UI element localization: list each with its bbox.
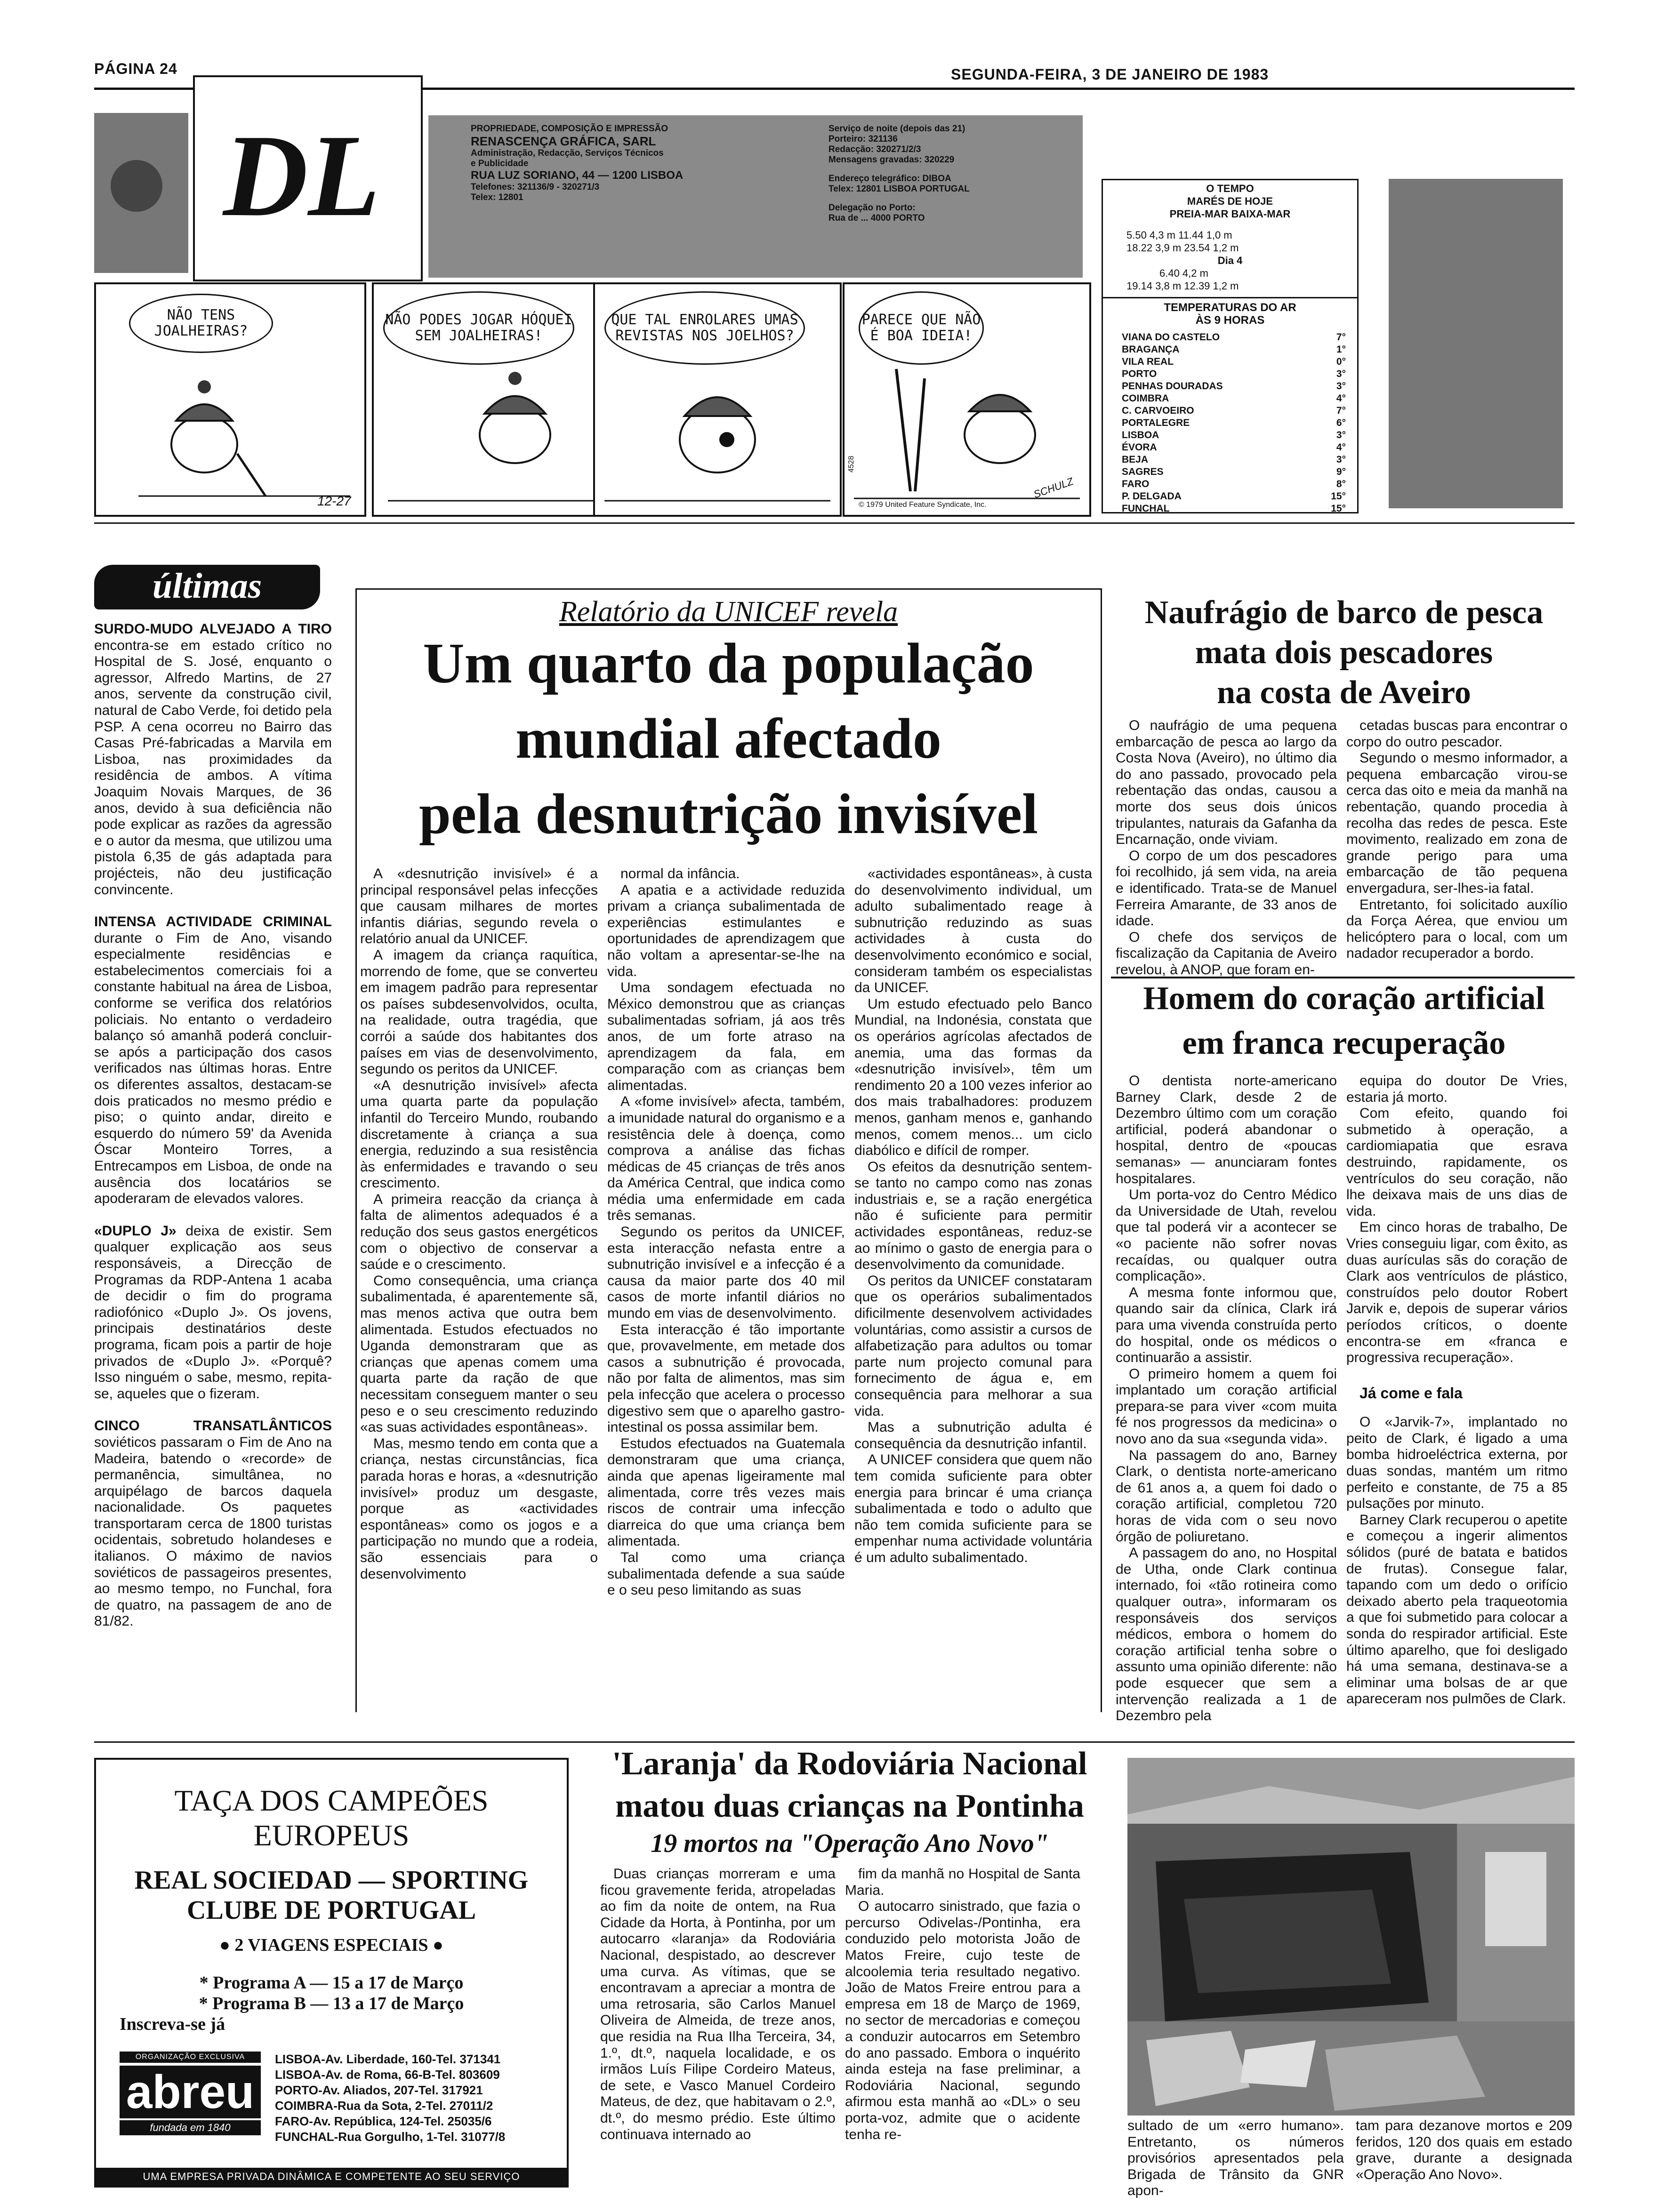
ad-address: FUNCHAL-Rua Gorgulho, 1-Tel. 31077/8 — [275, 2130, 506, 2144]
comic-code: 4528 — [847, 456, 855, 473]
coracao-headline-1: Homem do coração artificial — [1143, 980, 1545, 1017]
city-name: P. DELGADA — [1122, 491, 1182, 502]
info-line: Telefones: 321136/9 - 320271/3 — [471, 182, 600, 192]
damaged-building-photo-icon — [1127, 1758, 1575, 2116]
temperature-row — [1122, 466, 1346, 478]
brief-lead: «DUPLO J» — [94, 1223, 177, 1239]
temperature-row — [1122, 478, 1346, 490]
brief — [94, 914, 332, 1207]
article-paragraph: O dentista norte-americano Barney Clark, desde 2 de Dezembro último com um coração artificial, poderá abandonar o hospital, dentro de «poucas semanas» — anunciaram fontes hospitalares. — [1116, 1073, 1337, 1186]
brief — [94, 1223, 332, 1403]
article-paragraph: Um porta-voz do Centro Médico da Universidade de Utah, revelou que tal poderá vir a acontecer se «o paciente não sofrer novas recaídas, ou qualquer outra complicação». — [1116, 1187, 1337, 1284]
naufragio-column-2 — [1346, 718, 1568, 977]
article-paragraph: Esta interacção é tão importante que, provavelmente, em metade dos casos a subnutrição é provocada, não por falta de alimentos, mas sim pela infecção que acelera o processo digestivo sem que o aparelho gastro-intestinal os possa assimilar bem. — [607, 1322, 845, 1435]
article-paragraph: O primeiro homem a quem foi implantado um coração artificial prepara-se para viver «com muita fé nos progressos da medicina» o novo ano da sua «segunda vida». — [1116, 1366, 1337, 1447]
info-line: Mensagens gravadas: 320229 — [828, 155, 955, 165]
temperature-value: 6° — [1336, 417, 1346, 428]
city-name: ÉVORA — [1122, 442, 1157, 453]
temperature-row — [1122, 368, 1346, 380]
temperature-value: 3° — [1336, 454, 1346, 465]
info-line: Administração, Redacção, Serviços Técnicos — [471, 148, 664, 158]
accident-photo — [1127, 1758, 1575, 2116]
ad-footer: UMA EMPRESA PRIVADA DINÂMICA E COMPETENTE AO SEU SERVIÇO — [96, 2168, 567, 2186]
info-line: e Publicidade — [471, 159, 529, 168]
city-name: BEJA — [1122, 454, 1149, 465]
city-name: PORTALEGRE — [1122, 417, 1190, 428]
city-name: C. CARVOEIRO — [1122, 405, 1194, 416]
article-paragraph: A «desnutrição invisível» é a principal responsável pelas infecções que causam milhares de mortes infantis diárias, segundo revela o relatório anual da UNICEF. — [360, 866, 598, 947]
temperature-value: 15° — [1331, 491, 1346, 502]
temperature-row — [1122, 405, 1346, 417]
brief-text: durante o Fim de Ano, visando especialmente residências e estabelecimentos comerciais foi a constante habitual na área de Lisboa, conforme se verifica dos relatórios policiais. No entanto o verdadeiro balanço só amanhã poderá concluir-se após a participação dos casos verificados nas últimas horas. Entre os diferentes assaltos, destacam-se dois praticados no mesmo prédio e piso; o quinto andar, direito e esquerdo do número 59' da Avenida Óscar Monteiro Torres, a Entrecampos em Lisboa, de onde na ausência dos locatários se apoderaram de elevados valores. — [94, 930, 332, 1207]
ad-title-2: EUROPEUS — [253, 1819, 410, 1852]
naufragio-headline-1: Naufrágio de barco de pesca — [1144, 594, 1544, 631]
temperature-value: 8° — [1336, 479, 1346, 489]
unicef-column-3 — [854, 866, 1092, 1713]
ad-cta: Inscreva-se já — [120, 2014, 225, 2034]
snoopy-illustration-icon — [595, 284, 840, 515]
laranja-headline-1: 'Laranja' da Rodoviária Nacional — [612, 1746, 1087, 1782]
info-line: Serviço de noite (depois das 21) — [828, 124, 965, 134]
article-paragraph: Estudos efectuados na Guatemala demonstraram que uma criança, ainda que apenas ligeiramente mal alimentada, corre três vezes mais riscos de contrair uma infecção diarreica do que uma criança bem alimentada. — [607, 1435, 845, 1549]
info-line: Porteiro: 321136 — [828, 134, 898, 144]
weather-title: O TEMPO — [1206, 183, 1254, 194]
ad-address: COIMBRA-Rua da Sota, 2-Tel. 27011/2 — [275, 2099, 493, 2113]
ad-address: PORTO-Av. Aliados, 207-Tel. 317921 — [275, 2083, 483, 2097]
temperature-value: 1° — [1336, 344, 1346, 355]
coracao-subhead: Já come e fala — [1359, 1384, 1463, 1402]
weather-side-panel — [1389, 179, 1563, 508]
city-name: PENHAS DOURADAS — [1122, 381, 1223, 392]
article-paragraph: cetadas buscas para encontrar o corpo do outro pescador. — [1346, 718, 1568, 750]
abreu-logo-top: ORGANIZAÇÃO EXCLUSIVA — [120, 2052, 261, 2063]
temperature-value: 7° — [1336, 332, 1346, 343]
snoopy-illustration-icon — [96, 284, 364, 515]
brief-lead: INTENSA ACTIVIDADE CRIMINAL — [94, 914, 332, 930]
comic-panel-4 — [843, 282, 1091, 517]
temperature-value: 0° — [1336, 356, 1346, 367]
tides-title: MARÉS DE HOJE — [1187, 195, 1273, 207]
tide-row: 5.50 4,3 m 11.44 1,0 m — [1126, 229, 1232, 241]
brief — [94, 1418, 332, 1630]
article-paragraph: Os efeitos da desnutrição sentem-se tanto no campo como nas zonas industriais e, se a ração energética não é suficiente para permitir actividades espontâneas, reduz-se ao mínimo o gasto de energia para o desenvolvimento da comunidade. — [854, 1159, 1092, 1273]
temperature-row — [1122, 356, 1346, 368]
info-line: Redacção: 320271/2/3 — [828, 144, 921, 154]
info-line: Endereço telegráfico: DIBOA — [828, 174, 951, 184]
naufragio-headline-2: mata dois pescadores — [1195, 634, 1493, 671]
masthead-info-left — [471, 124, 683, 203]
laranja-headline-2: matou duas crianças na Pontinha — [615, 1788, 1084, 1824]
article-paragraph: O «Jarvik-7», implantado no peito de Clark, é ligado a uma bomba hidroeléctrica externa, por duas sondas, mantém um ritmo perfeito e constante, de 75 a 85 pulsações por minuto. — [1346, 1414, 1568, 1512]
tide-row: 19.14 3,8 m 12.39 1,2 m — [1126, 280, 1239, 292]
tide-row: 6.40 4,2 m — [1159, 267, 1208, 279]
temperature-value: 4° — [1336, 442, 1346, 453]
article-paragraph: O corpo de um dos pescadores foi recolhido, já sem vida, na areia e identificado. Trata-se de Manuel Ferreira Amarante, de 33 anos de idade. — [1116, 848, 1337, 929]
ad-match-1: REAL SOCIEDAD — SPORTING — [134, 1866, 529, 1895]
ad-address: FARO-Av. República, 124-Tel. 25035/6 — [275, 2114, 492, 2128]
temperature-value: 9° — [1336, 466, 1346, 477]
masthead-info-band — [428, 115, 1083, 278]
article-paragraph: «actividades espontâneas», à custa do desenvolvimento individual, um adulto subalimentado reage à subnutrição reduzindo as suas actividades à custa do desenvolvimento económico e social, consideram também os especialistas da UNICEF. — [854, 866, 1092, 996]
article-paragraph: O autocarro sinistrado, que fazia o percurso Odivelas-/Pontinha, era conduzido pelo motorista João de Matos Freire, cujo teste de alcoolemia teria resultado negativo. João de Matos Freire entrou para a empresa em 18 de Março de 1969, no sector de mercadorias e começou a conduzir autocarros em Setembro do ano passado. Embora o inquérito ainda esteja na fase preliminar, a Rodoviária Nacional, segundo afirmou esta manhã ao «DL» o seu porta-voz, admite que o acidente tenha re- — [845, 1899, 1080, 2142]
brief-text: deixa de existir. Sem qualquer explicação aos seus responsáveis, a Direcção de Programas da RDP-Antena 1 acaba de decidir o fim do programa radiofónico «Duplo J». Os jovens, principais destinatários deste programa, ficam pois a partir de hoje privados de «Duplo J». «Porquê? Isso ninguém o sabe, mesmo, repita-se, aqueles que o fizeram. — [94, 1223, 332, 1402]
article-paragraph: A «fome invisível» afecta, também, a imunidade natural do organismo e a resistência dele à doença, como comprova a análise das fichas médicas de 45 crianças de três anos da América Central, que indica como média uma enfermidade em cada três semanas. — [607, 1094, 845, 1224]
temperature-value: 3° — [1336, 381, 1346, 392]
brief — [94, 621, 332, 898]
info-line: PROPRIEDADE, COMPOSIÇÃO E IMPRESSÃO — [471, 124, 668, 134]
city-name: VILA REAL — [1122, 356, 1174, 367]
laranja-subhead: 19 mortos na "Operação Ano Novo" — [651, 1829, 1049, 1858]
brief-text: soviéticos passaram o Fim de Ano na Madeira, batendo o «recorde» de permanência, simultânea, no arquipélago de barcos daquela nacionalidade. Os paquetes transportaram cerca de 1800 turistas ocidentais, sobretudo holandeses e italianos. O máximo de navios soviéticos de passageiros presentes, ao mesmo tempo, no Funchal, fora de quatro, na passagem de ano de 81/82. — [94, 1434, 332, 1629]
temperature-value: 3° — [1336, 369, 1346, 379]
unicef-headline-3: pela desnutrição invisível — [419, 782, 1038, 846]
brief-lead: SURDO-MUDO ALVEJADO A TIRO — [94, 621, 332, 637]
comic-panel-3 — [593, 282, 842, 517]
brief-lead: CINCO TRANSATLÂNTICOS — [94, 1418, 332, 1434]
unicef-headline-1: Um quarto da população — [423, 632, 1034, 695]
tides-columns: PREIA-MAR BAIXA-MAR — [1169, 208, 1291, 220]
tide-row: 18.22 3,9 m 23.54 1,2 m — [1126, 242, 1239, 254]
logo: DL — [223, 111, 380, 241]
temperature-row — [1122, 490, 1346, 503]
temperature-row — [1122, 331, 1346, 344]
photo-caption-text-1 — [1127, 2118, 1344, 2210]
coracao-headline-2: em franca recuperação — [1182, 1025, 1506, 1061]
article-paragraph: fim da manhã no Hospital de Santa Maria. — [845, 1866, 1080, 1898]
temps-title: TEMPERATURAS DO AR — [1164, 301, 1296, 314]
comic-date-mark: 12-27 — [317, 494, 351, 508]
article-paragraph: Segundo os peritos da UNICEF, esta interacção nefasta entre a subnutrição invisível e a infecção é a causa da maior parte dos 40 mil casos de morte infantil diários no mundo em vias de desenvolvimento. — [607, 1224, 845, 1322]
laranja-column-1 — [600, 1866, 836, 2210]
article-paragraph: tam para dezanove mortos e 209 feridos, 120 dos quais em estado grave, durante a designada «Operação Ano Novo». — [1356, 2118, 1572, 2182]
temperature-row — [1122, 393, 1346, 405]
temperature-row — [1122, 380, 1346, 393]
laranja-column-2 — [845, 1866, 1080, 2210]
article-paragraph: sultado de um «erro humano». Entretanto, os números provisórios apresentados pela Brigada de Trânsito da GNR apon- — [1127, 2118, 1344, 2199]
temperature-row — [1122, 454, 1346, 466]
page-number: PÁGINA 24 — [94, 60, 177, 77]
temperature-row — [1122, 503, 1346, 515]
article-paragraph: O chefe dos serviços de fiscalização da Capitania de Aveiro revelou, à ANOP, que foram en- — [1116, 929, 1337, 977]
ad-title-1: TAÇA DOS CAMPEÕES — [174, 1784, 489, 1817]
ultimas-briefs — [94, 621, 332, 1746]
article-paragraph: Duas crianças morreram e uma ficou gravemente ferida, atropeladas ao fim da noite de ontem, na Rua Cidade da Horta, à Pontinha, por um autocarro «laranja» da Rodoviária Nacional, despistado, ao descrever uma curva. As vítimas, que se encontravam a apreciar a montra de uma retrosaria, são Carlos Manuel Oliveira de Almeida, de treze anos, que residia na Rua Ilha Terceira, 34, 1.º, dt.º, naquela localidade, e os irmãos Luís Filipe Cordeiro Mateus, de sete, e Vasco Manuel Cordeiro Mateus, de dez, que habitavam o 2.º, dt.º, do mesmo prédio. Este último continuava internado ao — [600, 1866, 836, 2142]
article-paragraph: O naufrágio de uma pequena embarcação de pesca ao largo da Costa Nova (Aveiro), no último dia do ano passado, provocado pela rebentação das ondas, causou a morte dos seus dois únicos tripulantes, naturais da Gafanha da Encarnação, onde viviam. — [1116, 718, 1337, 848]
city-name: PORTO — [1122, 369, 1157, 379]
city-name: BRAGANÇA — [1122, 344, 1180, 355]
ultimas-label — [94, 565, 320, 609]
info-line: Telex: 12801 — [471, 192, 523, 202]
city-name: SAGRES — [1122, 466, 1164, 477]
city-name: FARO — [1122, 479, 1150, 489]
temperature-row — [1122, 344, 1346, 356]
article-paragraph: A apatia e a actividade reduzida privam a criança subalimentada de experiências estimulantes e oportunidades de aprendizagem que não voltam a apresentar-se-lhe na vida. — [607, 882, 845, 979]
temperature-row — [1122, 417, 1346, 429]
masthead-emblem-icon — [111, 160, 162, 212]
snoopy-illustration-icon — [845, 284, 1089, 515]
unicef-column-2 — [607, 866, 845, 1713]
ad-address: LISBOA-Av. de Roma, 66-B-Tel. 803609 — [275, 2068, 500, 2082]
article-paragraph: A mesma fonte informou que, quando sair da clínica, Clark irá para uma vivenda construída perto do hospital, onde os médicos o continuarão a assistir. — [1116, 1284, 1337, 1366]
article-paragraph: Na passagem do ano, Barney Clark, o dentista norte-americano de 61 anos a, a quem foi dado o coração artificial, completou 720 horas de vida com o seu novo órgão de poliuretano. — [1116, 1447, 1337, 1545]
article-paragraph: Como consequência, uma criança subalimentada, é aparentemente sã, mas menos activa que outra bem alimentada. Estudos efectuados no Uganda demonstraram que as crianças que apenas comem uma quarta parte da ração de que necessitam conseguem manter o seu peso e o seu crescimento reduzindo «as suas actividades espontâneas». — [360, 1273, 598, 1435]
travel-ad[interactable] — [94, 1758, 569, 2188]
article-paragraph: A primeira reacção da criança à falta de alimentos adequados é a redução dos seus gastos energéticos com o objectivo de conservar a saúde e o crescimento. — [360, 1191, 598, 1273]
unicef-kicker: Relatório da UNICEF revela — [559, 596, 898, 628]
temperature-value: 15° — [1331, 503, 1346, 514]
article-paragraph: Com efeito, quando foi submetido à operação, a cardiomiapatia que esrava destruindo, rapidamente, os ventrículos do seu coração, não lhe deixava mais de uns dias de vida. — [1346, 1106, 1568, 1219]
abreu-logo — [120, 2052, 261, 2146]
article-paragraph: Em cinco horas de trabalho, De Vries conseguiu ligar, com êxito, as duas aurículas sãs do coração de Clark aos ventrículos de plástico, construídos pelo doutor Robert Jarvik e, depois de superar vários períodos críticos, o doente encontra-se em «franca e progressiva recuperação». — [1346, 1219, 1568, 1366]
ad-program-a: * Programa A — 15 a 17 de Março — [199, 1973, 464, 1993]
info-line: Rua de ... 4000 PORTO — [828, 213, 925, 223]
comic-copyright: © 1979 United Feature Syndicate, Inc. — [859, 501, 987, 509]
article-paragraph: A passagem do ano, no Hospital de Utha, onde Clark continua internado, foi «tão rotineira como qualquer outra», informaram os responsáveis dos serviços médicos, embora o homem do coração artificial tenha sobre o assunto uma opinião diferente: não pode esquecer que sem a intervenção realizada a 1 de Dezembro pela — [1116, 1545, 1337, 1724]
info-line: RENASCENÇA GRÁFICA, SARL — [471, 134, 656, 148]
naufragio-headline-3: na costa de Aveiro — [1217, 674, 1471, 711]
article-paragraph: normal da infância. — [620, 866, 740, 882]
city-name: LISBOA — [1122, 430, 1159, 441]
photo-caption-text-2 — [1356, 2118, 1572, 2210]
naufragio-bottom-rule — [1111, 977, 1575, 978]
city-name: COIMBRA — [1122, 393, 1169, 404]
page-date: SEGUNDA-FEIRA, 3 DE JANEIRO DE 1983 — [951, 66, 1269, 83]
naufragio-column-1 — [1116, 718, 1337, 977]
ad-address-list — [275, 2052, 505, 2145]
speech-balloon: QUE TAL ENROLARES UMAS REVISTAS NOS JOELHOS? — [604, 291, 805, 365]
temperature-row — [1122, 429, 1346, 441]
article-paragraph: equipa do doutor De Vries, estaria já morto. — [1346, 1073, 1568, 1105]
article-paragraph: Tal como uma criança subalimentada defende a sua saúde e o seu peso limitando as suas — [607, 1549, 845, 1598]
masthead-bottom-rule — [94, 522, 1575, 524]
info-line: RUA LUZ SORIANO, 44 — 1200 LISBOA — [471, 169, 684, 182]
article-paragraph: Mas a subnutrição adulta é consequência da desnutrição infantil. — [854, 1419, 1092, 1451]
article-paragraph: Os peritos da UNICEF constataram que os operários subalimentados dificilmente desenvolvem actividades voluntárias, como assistir a cursos de alfabetização para adultos ou tomar parte num projecto comunal para fornecimento de água e, em consequência para melhorar a sua vida. — [854, 1273, 1092, 1419]
tide-row: Dia 4 — [1217, 255, 1243, 266]
masthead-info-right — [828, 124, 970, 224]
unicef-headline-2: mundial afectado — [515, 707, 941, 770]
ad-trips: ● 2 VIAGENS ESPECIAIS ● — [219, 1935, 443, 1955]
coracao-column-2 — [1346, 1073, 1568, 1732]
article-paragraph: Uma sondagem efectuada no México demonstrou que as crianças subalimentadas sofriam, já aos três anos, de um forte atraso na aprendizagem da fala, em comparação com as crianças bem alimentadas. — [607, 980, 845, 1093]
speech-balloon: PARECE QUE NÃO É BOA IDEIA! — [859, 291, 984, 365]
temps-subtitle: ÀS 9 HORAS — [1195, 314, 1265, 327]
speech-balloon: NÃO TENS JOALHEIRAS? — [129, 294, 273, 353]
abreu-logo-sub: fundada em 1840 — [120, 2120, 261, 2135]
weather-box — [1102, 179, 1359, 513]
article-paragraph: Segundo o mesmo informador, a pequena embarcação virou-se cerca das oito e meia da manhã na rebentação, quando procedia à recolha das redes de pesca. Este movimento, realizado em zona de grande perigo para uma embarcação de tão pequena envergadura, ser-lhes-ia fatal. — [1346, 750, 1568, 896]
brief-text: encontra-se em estado crítico no Hospital de S. José, enquanto o agressor, Alfredo Martins, de 27 anos, servente da construção civil, natural de Cabo Verde, foi detido pela PSP. A cena ocorreu no Bairro das Casas Pré-fabricadas a Marvila em Lisboa, nas proximidades da residência de ambos. A vítima Joaquim Novais Marques, de 36 anos, devido à sua deficiência não pode explicar as razões da agressão e o autor da mesma, que utilizou uma pistola 6,35 de gás adaptada para projécteis, não deu justificação convincente. — [94, 637, 332, 898]
ad-address: LISBOA-Av. Liberdade, 160-Tel. 371341 — [275, 2052, 501, 2066]
coracao-column-1 — [1116, 1073, 1337, 1732]
info-line: Delegação no Porto: — [828, 203, 916, 213]
city-name: VIANA DO CASTELO — [1122, 332, 1220, 343]
temperature-row — [1122, 441, 1346, 454]
article-paragraph: A imagem da criança raquítica, morrendo de fome, que se converteu em imagem padrão para representar os países subdesenvolvidos, oculta, na realidade, outra tragédia, que corrói a saúde dos habitantes dos países em vias de desenvolvimento, segundo os peritos da UNICEF. — [360, 947, 598, 1077]
ad-match-2: CLUBE DE PORTUGAL — [186, 1896, 476, 1925]
speech-balloon: NÃO PODES JOGAR HÓQUEI SEM JOALHEIRAS! — [383, 291, 574, 365]
temperature-value: 4° — [1336, 393, 1346, 404]
temperature-value: 3° — [1336, 430, 1346, 441]
article-paragraph: Um estudo efectuado pelo Banco Mundial, na Indonésia, constata que os operários agrícolas afectados de anemia, uma das formas da «desnutrição invisível», têm um rendimento 20 a 100 vezes inferior ao dos mais trabalhadores: produzem menos, ganham menos e, ganhando menos, comem menos... um ciclo diabólico e difícil de romper. — [854, 996, 1092, 1159]
article-paragraph: Entretanto, foi solicitado auxílio da Força Aérea, que enviou um helicóptero para o local, com um nadador recuperador a bordo. — [1346, 897, 1568, 962]
abreu-logo-name: abreu — [120, 2066, 261, 2118]
city-name: FUNCHAL — [1122, 503, 1170, 514]
article-paragraph: A UNICEF considera que quem não tem comida suficiente para obter energia para brincar é uma criança subalimentada e todo o adulto que não tem comida suficiente para se empenhar numa actividade voluntária é um adulto subalimentado. — [854, 1452, 1092, 1565]
tides-table — [1103, 229, 1357, 292]
article-paragraph: Mas, mesmo tendo em conta que a criança, nestas circunstâncias, fica parada horas e horas, a «desnutrição invisível» produz um desgaste, porque as «actividades espontâneas» como os jogos e a participação no mundo que a rodeia, são essenciais para o desenvolvimento — [360, 1435, 598, 1582]
comic-signature: SCHULZ — [1032, 475, 1075, 501]
article-paragraph: «A desnutrição invisível» afecta uma quarta parte da população infantil do Terceiro Mundo, roubando discretamente à criança a sua energia, reduzindo a sua resistência às enfermidades e travando o seu crescimento. — [360, 1077, 598, 1191]
ad-program-b: * Programa B — 13 a 17 de Março — [199, 1994, 464, 2013]
masthead-logo-box — [193, 75, 423, 281]
unicef-column-1 — [360, 866, 598, 1713]
comic-panel-1 — [94, 282, 366, 517]
lower-section-rule — [94, 1741, 1575, 1743]
temperature-value: 7° — [1336, 405, 1346, 416]
info-line: Telex: 12801 LISBOA PORTUGAL — [828, 184, 970, 194]
ultimas-label-text: últimas — [152, 566, 262, 606]
temperature-list — [1103, 331, 1357, 515]
article-paragraph: Barney Clark recuperou o apetite e começou a ingerir alimentos sólidos (puré de batata e batidos de frutas). Consegue falar, tapando com um dedo o orifício deixado aberto pela traqueotomia a que foi submetido para colocar a sonda do respirador artificial. Este último aparelho, que foi desligado há uma semana, destinava-se a eliminar uma bolsas de ar que apareceram nos pulmões de Clark. — [1346, 1512, 1568, 1707]
